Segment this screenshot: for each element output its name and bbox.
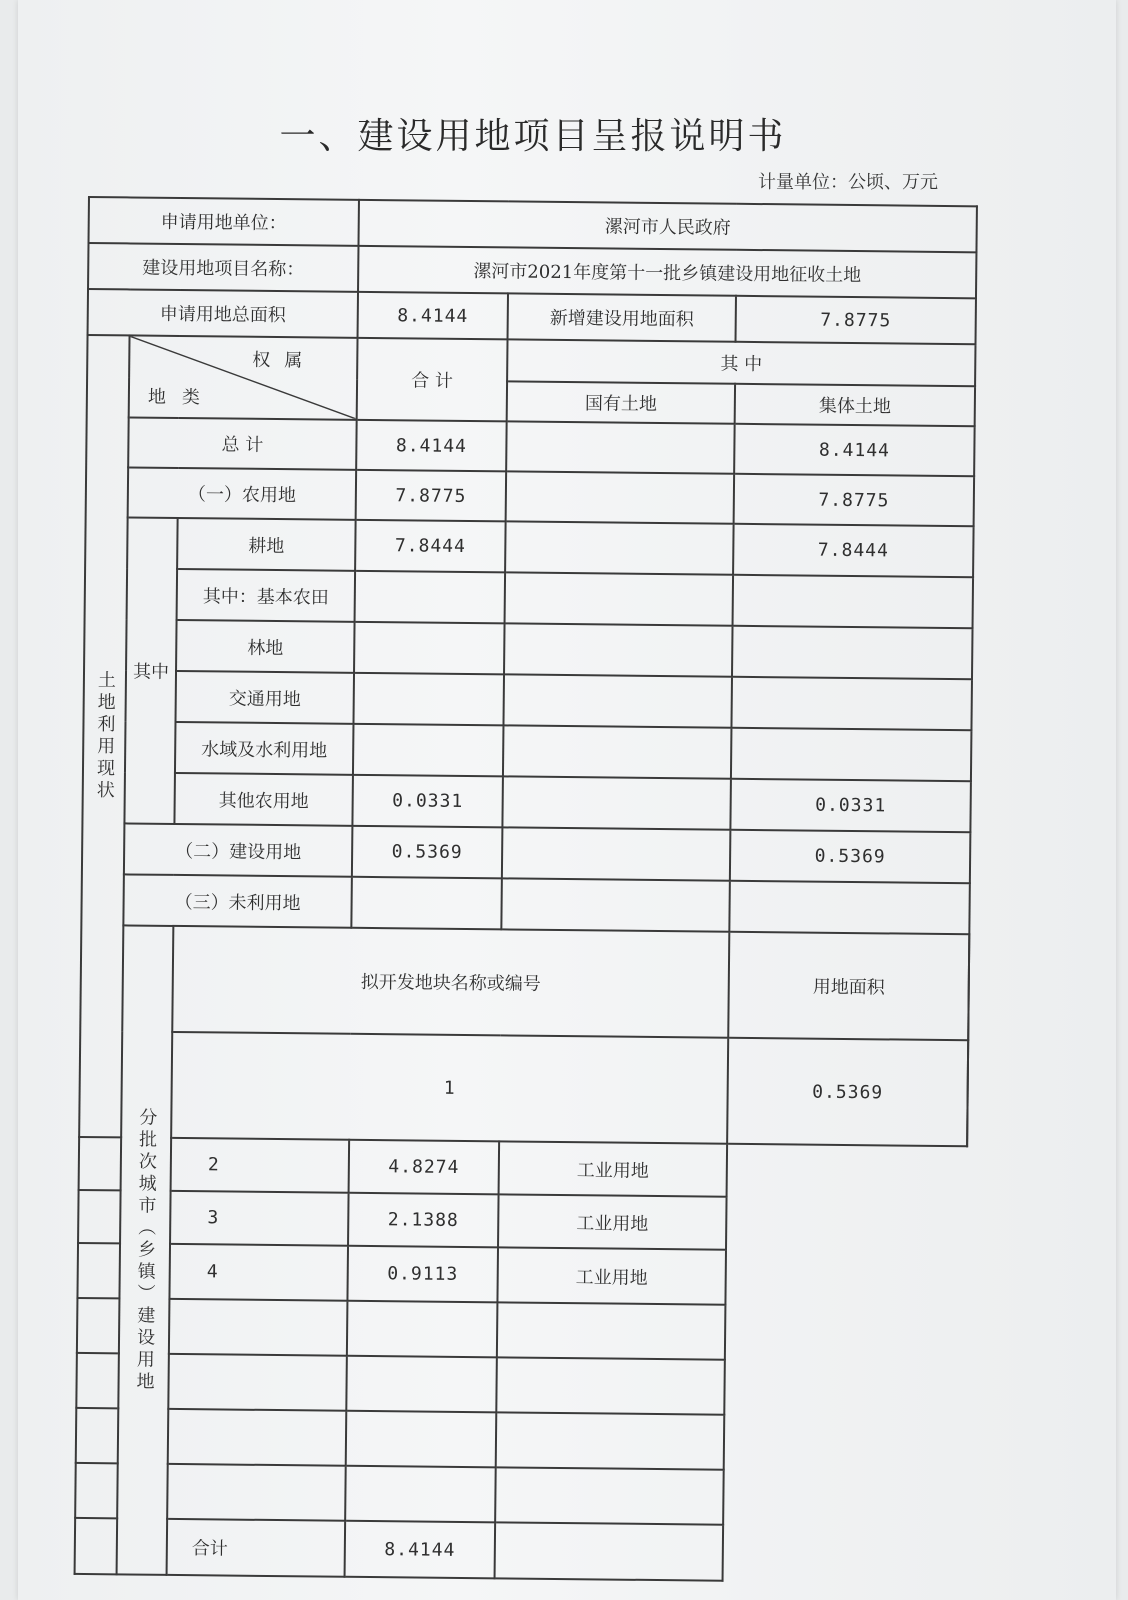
label-total: 总 计 (128, 417, 357, 469)
construction-total: 0.5369 (352, 826, 503, 879)
col-total-header: 合 计 (357, 338, 508, 422)
table-row (79, 1137, 968, 1199)
row-unused (81, 874, 970, 934)
applicant-value: 漯河市人民政府 (359, 200, 977, 252)
sub-among-label: 其中 (124, 517, 177, 824)
document-page (18, 0, 1116, 1600)
diag-top-label: 权属 (252, 349, 317, 372)
label-unused: （三）未利用地 (123, 874, 352, 927)
row-construction (82, 823, 971, 883)
diag-bottom-label: 地类 (147, 386, 217, 409)
water-state (503, 725, 732, 778)
arable-total: 7.8444 (355, 520, 506, 573)
arable-collective: 7.8444 (733, 524, 974, 578)
total-area-label: 申请用地总面积 (88, 289, 358, 338)
row-batch-header (80, 925, 969, 1040)
label-arable: 耕地 (177, 518, 356, 571)
row-total (86, 417, 975, 476)
new-area-value: 7.8775 (736, 296, 976, 345)
forest-state (504, 623, 733, 676)
batch-total-area: 8.4144 (345, 1521, 496, 1579)
parcel-use (497, 1302, 726, 1359)
parcel-name (76, 1353, 347, 1411)
parcel-name (76, 1408, 347, 1466)
total-area-value: 8.4144 (358, 292, 508, 340)
forest-total (354, 622, 505, 675)
parcel-use: 工业用地 (497, 1247, 726, 1304)
parcel-use: 工业用地 (499, 1141, 728, 1196)
table-row (79, 1031, 968, 1146)
parcel-area: 0.5369 (727, 1038, 968, 1147)
parcel-name (77, 1298, 348, 1356)
row-arable (85, 517, 974, 577)
row-batch-total (75, 1518, 964, 1583)
agri-collective: 7.8775 (734, 474, 975, 527)
batch-total-label: 合计 (75, 1518, 346, 1577)
total-collective: 8.4144 (734, 424, 975, 477)
project-label: 建设用地项目名称： (88, 243, 358, 292)
parcel-name: 1 (171, 1032, 728, 1144)
transport-state (504, 674, 733, 727)
total-total: 8.4144 (356, 420, 507, 472)
table-row (77, 1298, 966, 1362)
construction-state (502, 827, 731, 880)
table-row (76, 1353, 965, 1417)
unused-state (501, 878, 730, 931)
water-collective (731, 728, 972, 782)
unused-collective (729, 881, 970, 935)
parcel-area (347, 1301, 498, 1358)
label-other: 其他农用地 (174, 773, 353, 826)
parcel-area (346, 1411, 497, 1468)
transport-collective (731, 677, 972, 731)
table-row (78, 1190, 967, 1252)
label-basic: 其中：基本农田 (177, 569, 356, 622)
other-state (502, 776, 731, 829)
parcel-area: 0.9113 (347, 1246, 498, 1303)
row-water (83, 721, 972, 781)
basic-collective (733, 575, 974, 629)
page-title: 一、建设用地项目呈报说明书 (279, 116, 787, 157)
land-use-section-label: 土地利用现状 (79, 335, 129, 1137)
new-area-label: 新增建设用地面积 (508, 293, 736, 341)
parcel-name (75, 1463, 346, 1521)
other-total: 0.0331 (352, 775, 503, 828)
project-value: 漯河市2021年度第十一批乡镇建设用地征收土地 (358, 246, 976, 298)
agri-total: 7.8775 (356, 470, 507, 522)
application-form-table (74, 196, 978, 1584)
construction-collective: 0.5369 (730, 830, 971, 884)
col-collective-header: 集体土地 (735, 384, 975, 427)
parcel-area (346, 1356, 497, 1413)
basic-state (505, 572, 734, 625)
parcel-area (345, 1466, 496, 1523)
row-transport (84, 670, 973, 730)
parcel-use (496, 1412, 725, 1469)
basic-total (355, 571, 506, 624)
table-row (75, 1463, 964, 1527)
parcel-area: 4.8274 (349, 1140, 500, 1195)
table-row (77, 1243, 966, 1307)
applicant-label: 申请用地单位： (89, 197, 359, 246)
parcel-name: 2 (79, 1137, 350, 1193)
row-forest (84, 619, 973, 679)
col-parcel-name-header: 拟开发地块名称或编号 (172, 926, 729, 1038)
parcel-use (496, 1357, 725, 1414)
water-total (353, 724, 504, 777)
col-among-header: 其 中 (507, 339, 975, 386)
row-land-head-1 (87, 335, 975, 386)
parcel-use (495, 1467, 724, 1524)
label-construction: （二）建设用地 (124, 823, 353, 876)
transport-total (354, 673, 505, 726)
parcel-name: 4 (77, 1243, 348, 1301)
col-state-header: 国有土地 (507, 381, 735, 423)
parcel-use: 工业用地 (498, 1194, 727, 1249)
row-other-agri (82, 772, 971, 832)
parcel-name: 3 (78, 1190, 349, 1246)
unit-note: 计量单位：公顷、万元 (758, 172, 938, 193)
diagonal-header-cell (129, 335, 358, 419)
parcel-area: 2.1388 (348, 1193, 499, 1248)
table-row (76, 1408, 965, 1472)
label-water: 水域及水利用地 (175, 722, 354, 775)
unused-total (351, 877, 502, 930)
label-forest: 林地 (176, 620, 355, 673)
label-transport: 交通用地 (175, 671, 354, 724)
total-state (506, 421, 735, 473)
col-parcel-area-header: 用地面积 (728, 932, 969, 1041)
batch-total-use (495, 1522, 724, 1580)
agri-state (506, 471, 735, 523)
label-agri: （一）农用地 (128, 467, 357, 519)
batch-section-label: 分批次城市（乡镇）建设用地 (117, 925, 174, 1574)
arable-state (505, 521, 734, 574)
row-basic-farmland (85, 568, 974, 628)
other-collective: 0.0331 (730, 779, 971, 833)
forest-collective (732, 626, 973, 680)
